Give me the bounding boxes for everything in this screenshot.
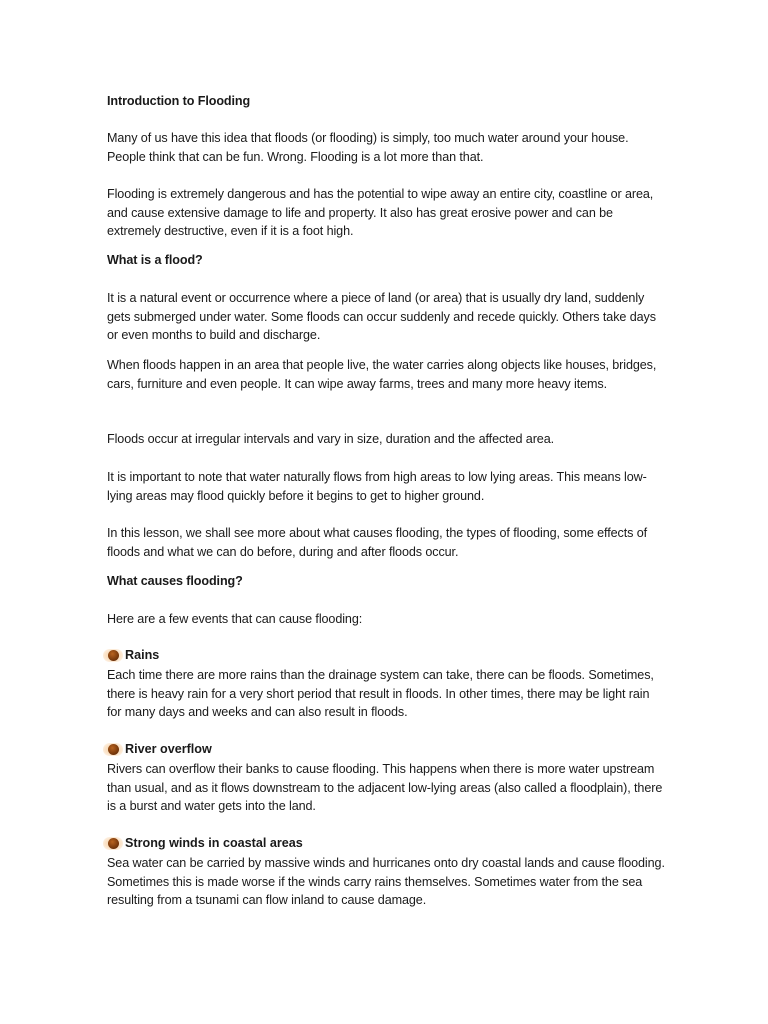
- cause-label: Rains: [125, 648, 160, 662]
- bullet-icon: [103, 649, 123, 662]
- bullet-icon: [103, 743, 123, 756]
- document-title: Introduction to Flooding: [107, 94, 251, 108]
- cause-description-strong-winds: Sea water can be carried by massive winds and hurricanes onto dry coastal lands and cause flooding. Sometimes this is made worse if the winds carry rains themselves. Sometimes water from the sea resulting from a tsunami can flow inland to cause damage.: [107, 856, 665, 907]
- cause-item-strong-winds: [103, 834, 303, 852]
- intro-paragraph-2: Flooding is extremely dangerous and has the potential to wipe away an entire city, coastline or area, and cause extensive damage to life and property. It also has great erosive power and can be extremely destructive, even if it is a foot high.: [107, 187, 654, 238]
- flood-intervals-paragraph: Floods occur at irregular intervals and vary in size, duration and the affected area.: [107, 432, 554, 446]
- cause-label: Strong winds in coastal areas: [125, 836, 303, 850]
- lesson-overview-paragraph: In this lesson, we shall see more about what causes flooding, the types of flooding, some effects of floods and what we can do before, during and after floods occur.: [107, 526, 648, 559]
- bullet-icon: [103, 837, 123, 850]
- cause-item-rains: [103, 646, 159, 664]
- water-flow-paragraph: It is important to note that water naturally flows from high areas to low lying areas. This means low-lying areas may flood quickly before it begins to get to higher ground.: [107, 470, 647, 503]
- cause-description-rains: Each time there are more rains than the drainage system can take, there can be floods. Sometimes, there is heavy rain for a very short period that result in floods. In other times, there may be light rain for many days and weeks and can also result in floods.: [107, 668, 654, 719]
- cause-item-river-overflow: [103, 740, 212, 758]
- flood-impact-paragraph: When floods happen in an area that people live, the water carries along objects like houses, bridges, cars, furniture and even people. It can wipe away farms, trees and many more heavy items.: [107, 358, 657, 391]
- flood-definition-paragraph: It is a natural event or occurrence where a piece of land (or area) that is usually dry land, suddenly gets submerged under water. Some floods can occur suddenly and recede quickly. Others take days or even months to build and discharge.: [107, 291, 656, 342]
- cause-description-river-overflow: Rivers can overflow their banks to cause flooding. This happens when there is more water upstream than usual, and as it flows downstream to the adjacent low-lying areas (also called a floodplain), there is a burst and water gets into the land.: [107, 762, 663, 813]
- cause-label: River overflow: [125, 742, 212, 756]
- section-heading-what-is-a-flood: What is a flood?: [107, 253, 203, 267]
- section-heading-what-causes-flooding: What causes flooding?: [107, 574, 243, 588]
- causes-lead-text: Here are a few events that can cause flooding:: [107, 612, 363, 626]
- intro-paragraph-1: Many of us have this idea that floods (or flooding) is simply, too much water around your house. People think that can be fun. Wrong. Flooding is a lot more than that.: [107, 131, 629, 164]
